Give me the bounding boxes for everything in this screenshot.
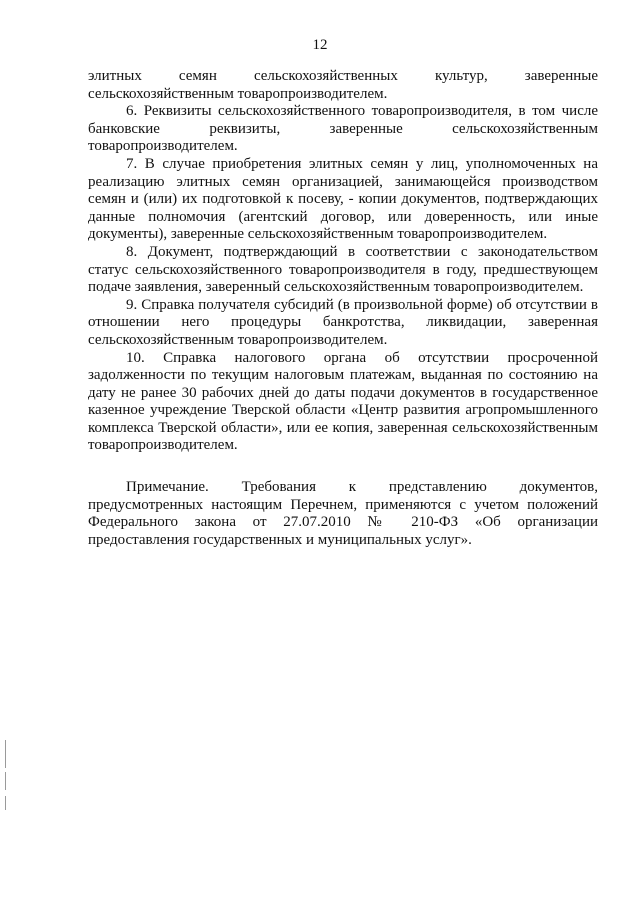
paragraph-item-10: 10. Справка налогового органа об отсутствии просроченной задолженности по текущим налоговым платежам, выданная по состоянию на дату не ранее 30 рабочих дней до даты подачи документов в государственное казенное учреждение Тверской области «Центр развития агропромышленного комплекса Тверской области», или ее копия, заверенная сельскохозяйственным товаропроизводителем. xyxy=(88,349,598,454)
paragraph-item-6: 6. Реквизиты сельскохозяйственного товаропроизводителя, в том числе банковские реквизиты, заверенные сельскохозяйственным товаропроизводителем. xyxy=(88,103,598,155)
page-number: 12 xyxy=(312,37,328,53)
scan-edge-mark xyxy=(5,772,6,790)
scan-edge-mark xyxy=(5,740,6,768)
paragraph-item-7: 7. В случае приобретения элитных семян у лиц, уполномоченных на реализацию элитных семян организацией, занимающейся производством семян и (или) их подготовкой к посеву, - копии документов, подтверждающих данные полномочия (агентский договор, или доверенность, или иные документы), заверенные сельскохозяйственным товаропроизводителем. xyxy=(88,155,598,243)
note-paragraph: Примечание. Требования к представлению документов, предусмотренных настоящим Перечнем, применяются с учетом положений Федерального закона от 27.07.2010 № 210-ФЗ «Об организации предоставления государственных и муниципальных услуг». xyxy=(88,479,598,548)
paragraph-item-9: 9. Справка получателя субсидий (в произвольной форме) об отсутствии в отношении него процедуры банкротства, ликвидации, заверенная сельскохозяйственным товаропроизводителем. xyxy=(88,296,598,348)
scan-edge-mark xyxy=(5,796,6,810)
paragraph-item-8: 8. Документ, подтверждающий в соответствии с законодательством статус сельскохозяйственного товаропроизводителя в году, предшествующем подаче заявления, заверенный сельскохозяйственным товаропроизводителем. xyxy=(88,243,598,296)
document-body xyxy=(88,68,598,564)
paragraph-continuation: элитных семян сельскохозяйственных культур, заверенные сельскохозяйственным товаропроизводителем. xyxy=(88,68,598,102)
